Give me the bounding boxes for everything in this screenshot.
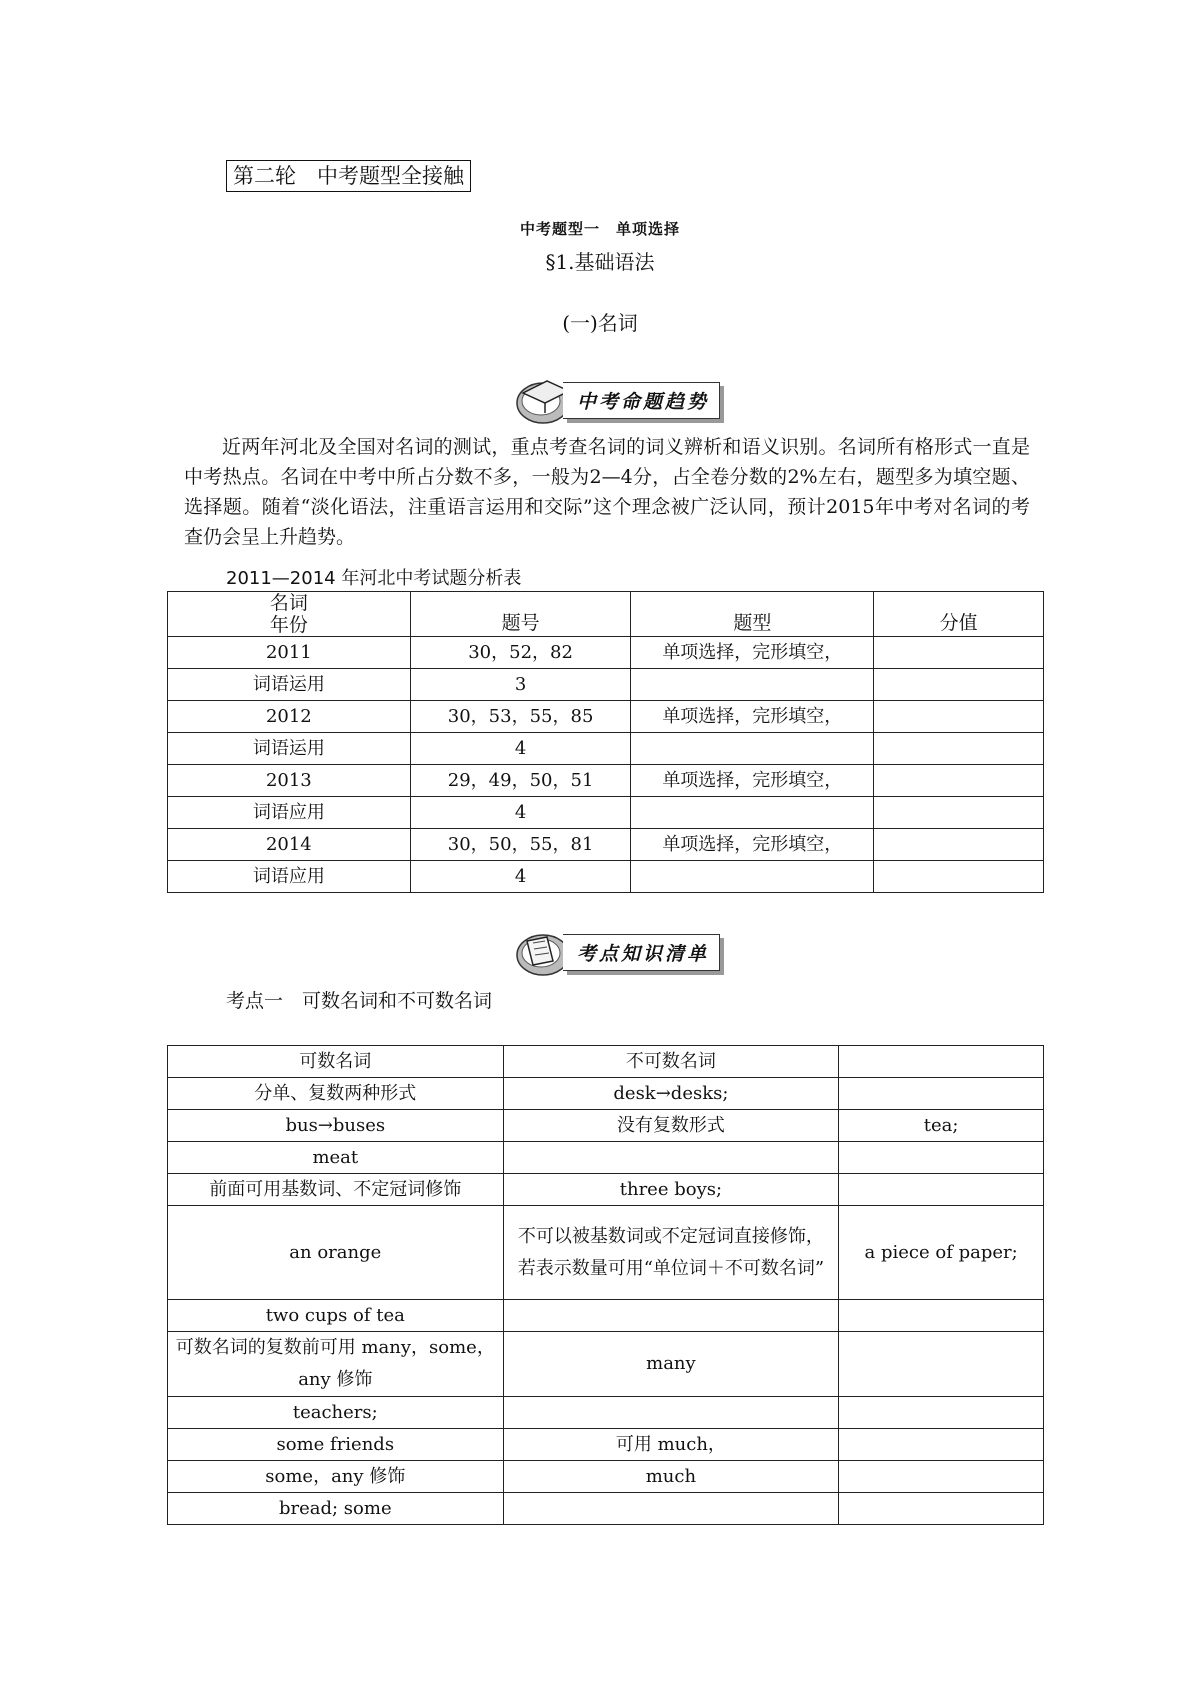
table-row — [168, 1332, 1044, 1397]
question-type-title: 中考题型一 单项选择 — [519, 220, 680, 238]
banner-trend — [513, 375, 720, 425]
table-cell: desk→desks; — [503, 1078, 839, 1110]
table-cell: some，any 修饰 — [168, 1461, 504, 1493]
table-cell: 没有复数形式 — [503, 1110, 839, 1142]
table-cell: 词语应用 — [168, 797, 411, 829]
table-header-cell: 题号 — [410, 592, 631, 637]
table-row — [168, 1142, 1044, 1174]
table-cell — [839, 1429, 1044, 1461]
table-row — [168, 637, 1044, 669]
noun-table — [167, 1045, 1044, 1525]
table-cell — [874, 765, 1044, 797]
kaodian-one-title: 考点一 可数名词和不可数名词 — [226, 990, 493, 1012]
table-header-cell: 分值 — [874, 592, 1044, 637]
table-cell: 2012 — [168, 701, 411, 733]
table-cell: 2014 — [168, 829, 411, 861]
table-cell: 4 — [410, 797, 631, 829]
table-cell: 单项选择，完形填空， — [631, 637, 874, 669]
table-cell — [874, 861, 1044, 893]
table-cell: 单项选择，完形填空， — [631, 765, 874, 797]
analysis-table-header-row — [168, 592, 1044, 637]
banner-trend-label: 中考命题趋势 — [563, 382, 720, 419]
table-cell: bread; some — [168, 1493, 504, 1525]
table-cell: 4 — [410, 733, 631, 765]
table-cell: 单项选择，完形填空， — [631, 829, 874, 861]
table-cell — [839, 1078, 1044, 1110]
table-row — [168, 1397, 1044, 1429]
table-cell: 分单、复数两种形式 — [168, 1078, 504, 1110]
table-cell: an orange — [168, 1206, 504, 1300]
table-cell — [503, 1493, 839, 1525]
banner-checklist — [513, 927, 720, 977]
table-cell: 2013 — [168, 765, 411, 797]
table-cell: 词语运用 — [168, 733, 411, 765]
table-cell — [839, 1332, 1044, 1397]
table-cell: 词语运用 — [168, 669, 411, 701]
table-cell — [874, 733, 1044, 765]
table-row — [168, 669, 1044, 701]
analysis-table-caption: 2011—2014 年河北中考试题分析表 — [226, 568, 522, 589]
table-row — [168, 797, 1044, 829]
table-row — [168, 829, 1044, 861]
table-cell — [874, 637, 1044, 669]
table-cell: 30，50，55，81 — [410, 829, 631, 861]
table-cell: 可数名词的复数前可用 many，some，any 修饰 — [168, 1332, 504, 1397]
table-cell: three boys; — [503, 1174, 839, 1206]
table-row — [168, 1046, 1044, 1078]
table-cell: 29，49，50，51 — [410, 765, 631, 797]
intro-text: 近两年河北及全国对名词的测试，重点考查名词的词义辨析和语义识别。名词所有格形式一直是中考热点。名词在中考中所占分数不多，一般为2—4分，占全卷分数的2%左右，题型多为填空题、选择题。随着“淡化语法，注重语言运用和交际”这个理念被广泛认同，预计2015年中考对名词的考查仍会呈上升趋势。 — [184, 436, 1030, 548]
table-cell: teachers; — [168, 1397, 504, 1429]
header-year: 年份 — [269, 614, 308, 636]
table-cell: 可数名词 — [168, 1046, 504, 1078]
table-row — [168, 1493, 1044, 1525]
sub-section-title: (一)名词 — [562, 311, 638, 335]
section-title: §1.基础语法 — [545, 250, 655, 274]
table-row — [168, 733, 1044, 765]
table-cell — [503, 1397, 839, 1429]
table-row — [168, 1461, 1044, 1493]
table-cell — [631, 733, 874, 765]
banner-checklist-label: 考点知识清单 — [563, 934, 720, 971]
table-cell: 可用 much， — [503, 1429, 839, 1461]
table-header-cell: 题型 — [631, 592, 874, 637]
table-row — [168, 861, 1044, 893]
table-cell: 4 — [410, 861, 631, 893]
table-row — [168, 765, 1044, 797]
table-cell — [503, 1142, 839, 1174]
table-cell: 不可数名词 — [503, 1046, 839, 1078]
table-row — [168, 701, 1044, 733]
table-cell: 3 — [410, 669, 631, 701]
table-cell — [839, 1300, 1044, 1332]
table-cell — [631, 797, 874, 829]
table-row — [168, 1110, 1044, 1142]
table-cell — [631, 861, 874, 893]
table-cell: 前面可用基数词、不定冠词修饰 — [168, 1174, 504, 1206]
table-cell: a piece of paper; — [839, 1206, 1044, 1300]
intro-paragraph — [184, 432, 1030, 552]
table-cell — [839, 1046, 1044, 1078]
table-cell: meat — [168, 1142, 504, 1174]
table-cell: bus→buses — [168, 1110, 504, 1142]
table-cell: 2011 — [168, 637, 411, 669]
table-cell: much — [503, 1461, 839, 1493]
table-row — [168, 1078, 1044, 1110]
table-cell — [874, 669, 1044, 701]
table-cell: some friends — [168, 1429, 504, 1461]
table-cell: 30，53，55，85 — [410, 701, 631, 733]
table-cell — [839, 1174, 1044, 1206]
table-cell — [874, 701, 1044, 733]
table-cell: tea; — [839, 1110, 1044, 1142]
table-cell: 词语应用 — [168, 861, 411, 893]
table-row — [168, 1206, 1044, 1300]
table-cell: 30，52，82 — [410, 637, 631, 669]
table-header-cell — [168, 592, 411, 637]
round-label: 第二轮 中考题型全接触 — [226, 160, 471, 192]
table-cell: two cups of tea — [168, 1300, 504, 1332]
table-cell: 不可以被基数词或不定冠词直接修饰，若表示数量可用“单位词＋不可数名词” — [503, 1206, 839, 1300]
table-cell: 单项选择，完形填空， — [631, 701, 874, 733]
analysis-table — [167, 591, 1044, 893]
table-cell — [839, 1142, 1044, 1174]
header-top-label: 名词 — [269, 592, 308, 614]
table-cell — [874, 797, 1044, 829]
table-cell — [503, 1300, 839, 1332]
table-row — [168, 1429, 1044, 1461]
table-cell — [874, 829, 1044, 861]
table-cell — [631, 669, 874, 701]
table-cell — [839, 1397, 1044, 1429]
table-cell — [839, 1461, 1044, 1493]
table-cell — [839, 1493, 1044, 1525]
table-row — [168, 1300, 1044, 1332]
table-row — [168, 1174, 1044, 1206]
table-cell: many — [503, 1332, 839, 1397]
